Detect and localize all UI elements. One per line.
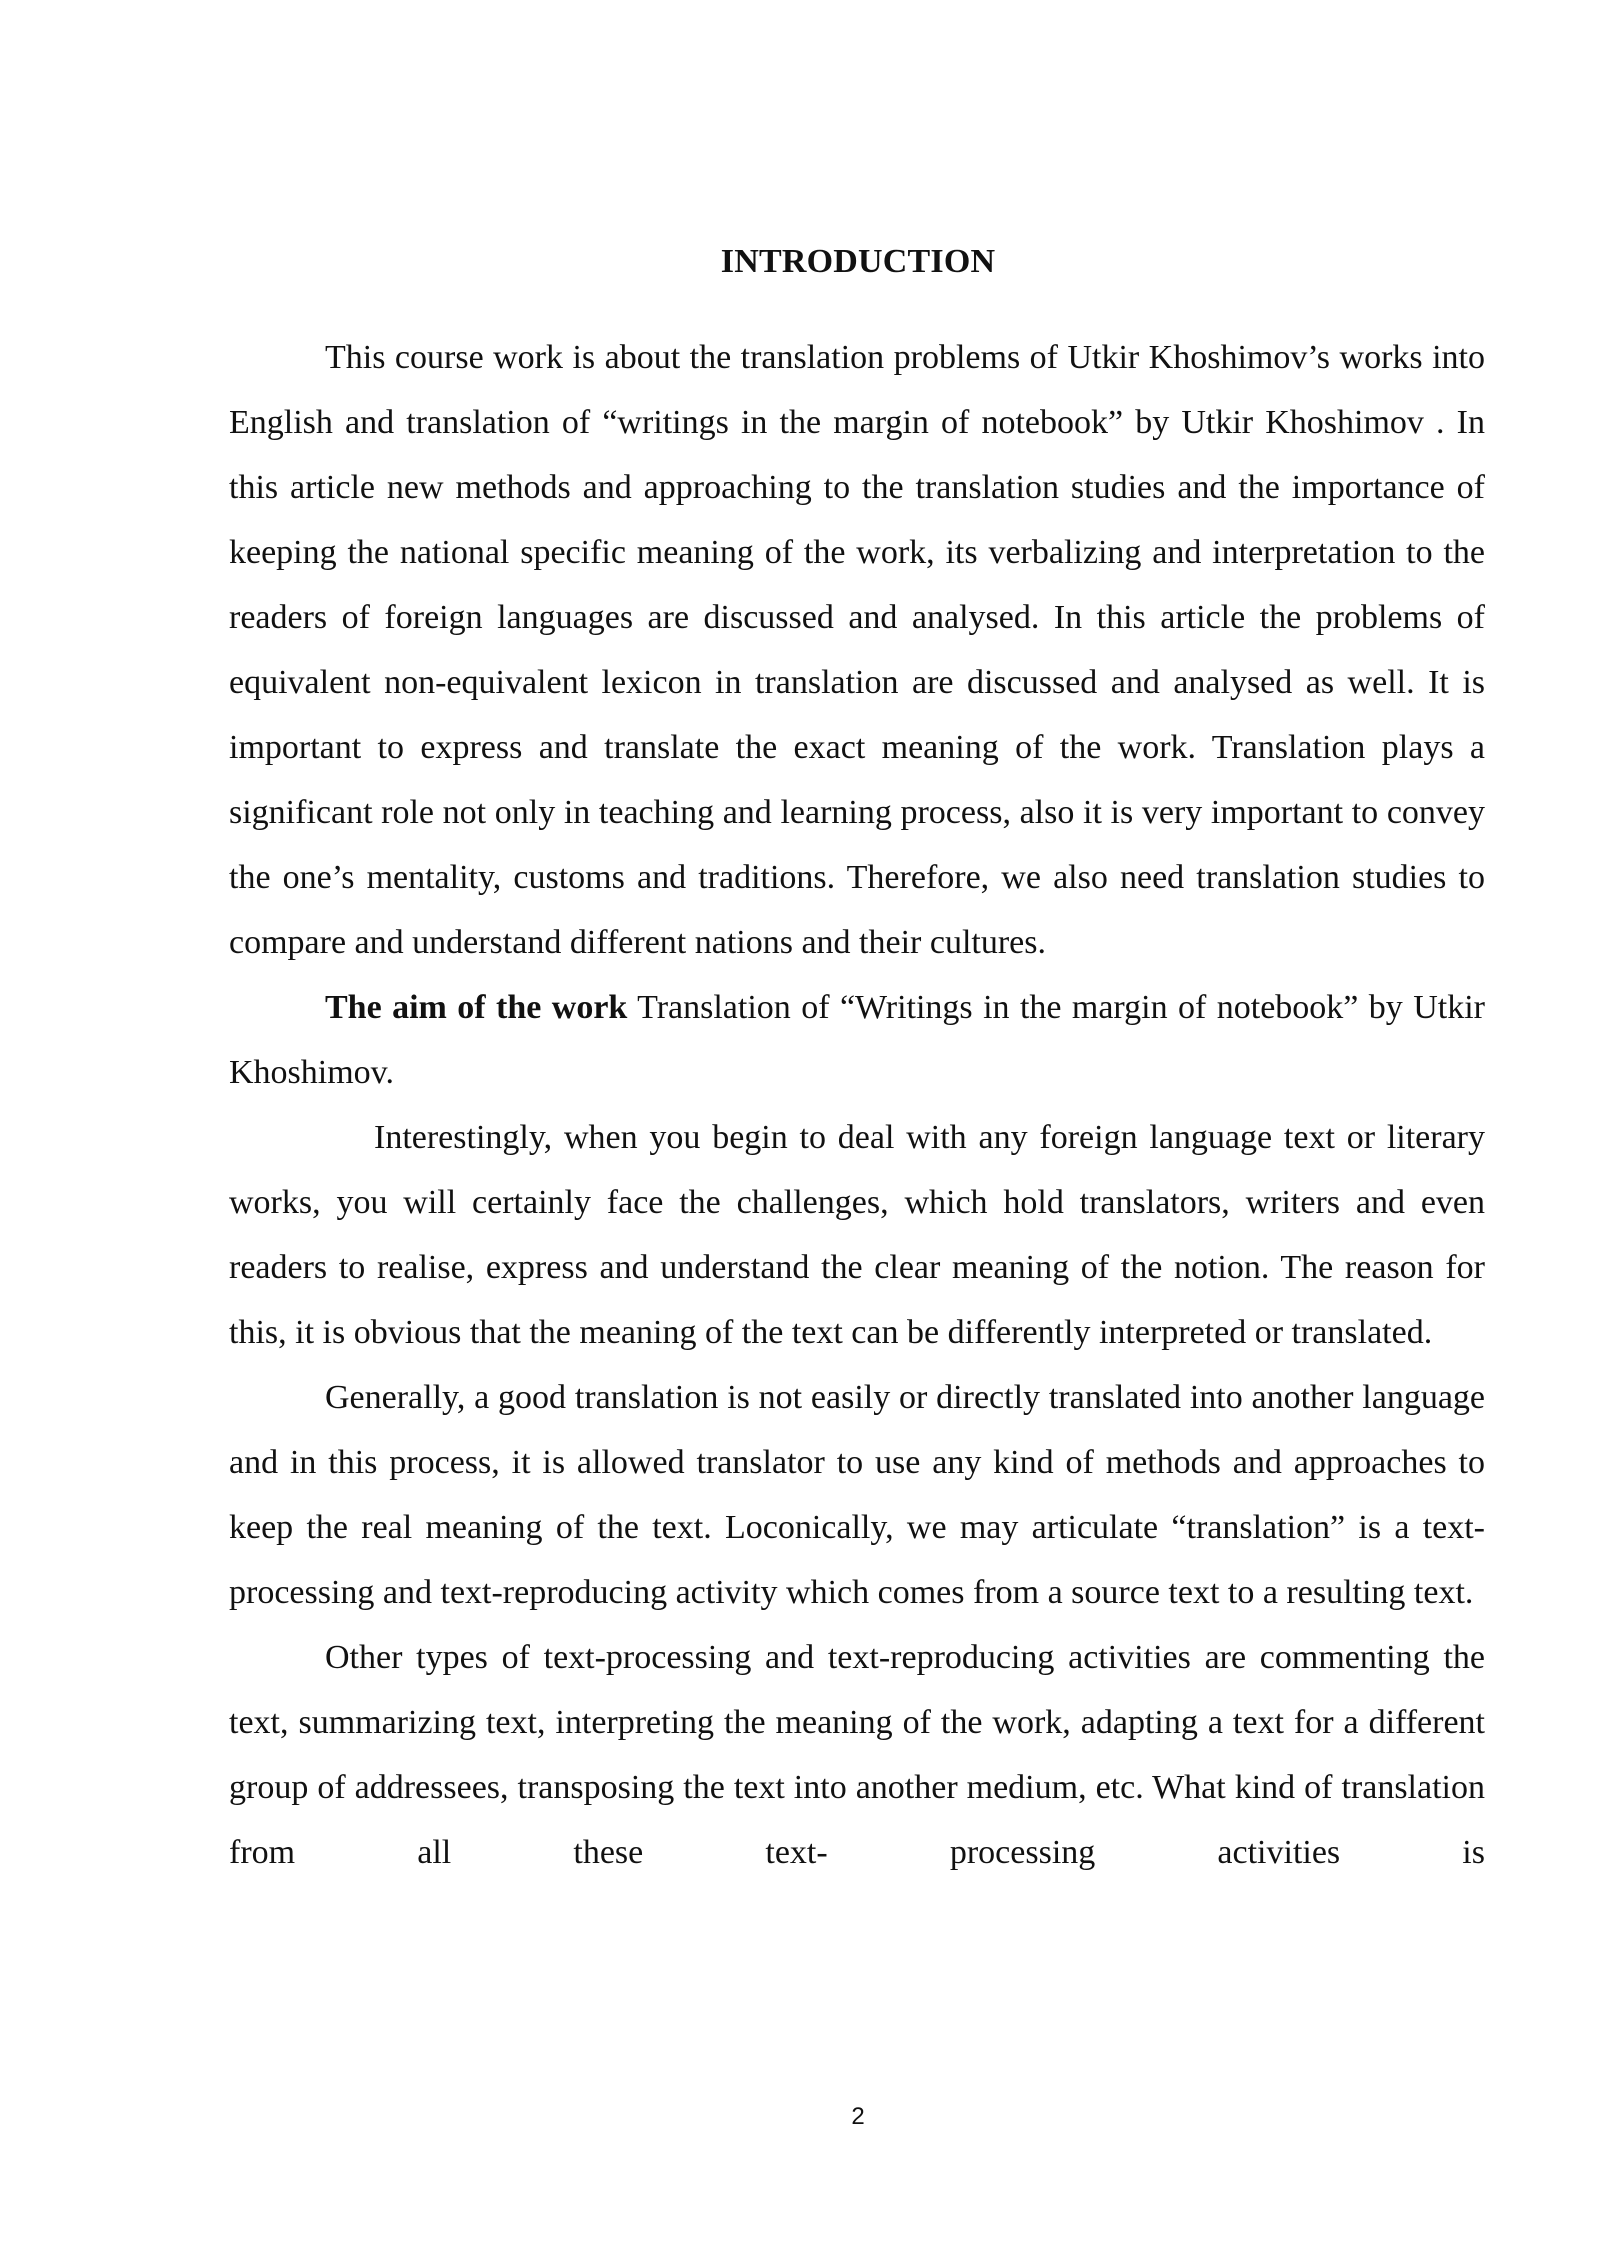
paragraph-challenges: Interestingly, when you begin to deal with any foreign language text or literary works, you will certainly face the challenges, which hold translators, writers and even readers to realise, express and understand the clear meaning of the notion. The reason for this, it is obvious that the meaning of the text can be differently interpreted or translated. bbox=[229, 1119, 1485, 1351]
section-heading: INTRODUCTION bbox=[720, 243, 996, 280]
body-text bbox=[229, 325, 1485, 1885]
paragraph-aim bbox=[229, 975, 1485, 1105]
paragraph-intro: This course work is about the translation problems of Utkir Khoshimov’s works into English and translation of “writings in the margin of notebook” by Utkir Khoshimov . In this article new methods and approaching to the translation studies and the importance of keeping the national specific meaning of the work, its verbalizing and interpretation to the readers of foreign languages are discussed and analysed. In this article the problems of equivalent non-equivalent lexicon in translation are discussed and analysed as well. It is important to express and translate the exact meaning of the work. Translation plays a significant role not only in teaching and learning process, also it is very important to convey the one’s mentality, customs and traditions. Therefore, we also need translation studies to compare and understand different nations and their cultures. bbox=[229, 339, 1485, 961]
page-number: 2 bbox=[851, 2103, 865, 2130]
aim-label: The aim of the work bbox=[325, 989, 628, 1026]
aim-text: Translation of “Writings in the margin of notebook” by Utkir Khoshimov. bbox=[229, 989, 1485, 1091]
paragraph-other-types: Other types of text-processing and text-reproducing activities are commenting the text, summarizing text, interpreting the meaning of the work, adapting a text for a different group of addressees, transposing the text into another medium, etc. What kind of translation from all these text- processing activities is bbox=[229, 1639, 1485, 1871]
paragraph-good-translation: Generally, a good translation is not easily or directly translated into another language and in this process, it is allowed translator to use any kind of methods and approaches to keep the real meaning of the text. Loconically, we may articulate “translation” is a text-processing and text-reproducing activity which comes from a source text to a resulting text. bbox=[229, 1379, 1485, 1611]
